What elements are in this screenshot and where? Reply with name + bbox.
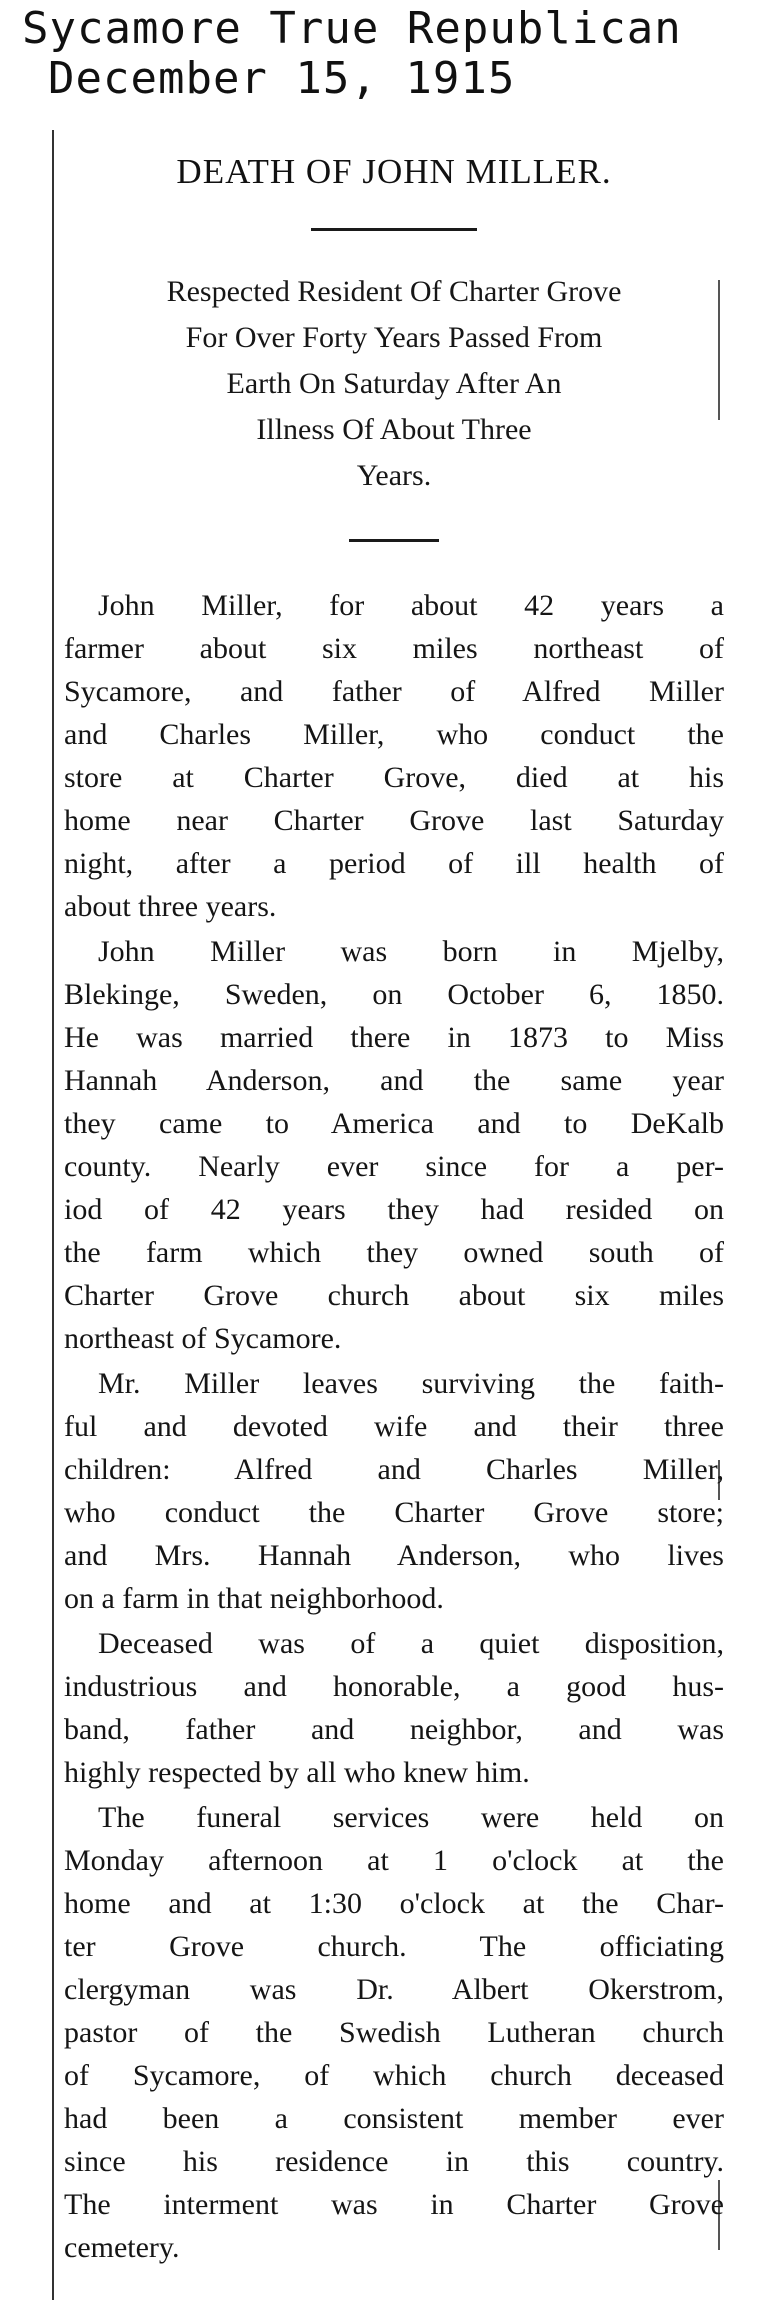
subhead-line: For Over Forty Years Passed From [185,321,603,354]
article-headline: DEATH OF JOHN MILLER. [176,152,612,191]
paragraph-line: store at Charter Grove, died at his [64,761,724,794]
paragraph-line: who conduct the Charter Grove store; [64,1496,724,1529]
paragraph-line: cemetery. [64,2231,180,2264]
paragraph-line: and Mrs. Hannah Anderson, who lives [64,1539,724,1572]
article-paragraph [64,1796,724,2269]
paragraph-line: they came to America and to DeKalb [64,1107,724,1140]
subhead-rule [349,539,439,542]
paragraph-line: industrious and honorable, a good hus- [64,1670,724,1703]
paragraph-line: and Charles Miller, who conduct the [64,718,724,751]
subhead-line: Earth On Saturday After An [226,367,562,400]
paragraph-line: had been a consistent member ever [64,2102,724,2135]
paragraph-line: pastor of the Swedish Lutheran church [64,2016,724,2049]
paragraph-line: since his residence in this country. [64,2145,724,2178]
article-body [64,584,724,2269]
paragraph-line: ful and devoted wife and their three [64,1410,724,1443]
paragraph-line: about three years. [64,890,277,923]
paragraph-line: home and at 1:30 o'clock at the Char- [64,1887,724,1920]
headline-rule [311,228,477,231]
paragraph-line: Monday afternoon at 1 o'clock at the [64,1844,724,1877]
paragraph-line: John Miller, for about 42 years a [98,589,724,622]
article [64,130,724,2271]
article-paragraph [64,584,724,928]
paragraph-line: clergyman was Dr. Albert Okerstrom, [64,1973,724,2006]
paragraph-line: band, father and neighbor, and was [64,1713,724,1746]
paragraph-line: county. Nearly ever since for a per- [64,1150,724,1183]
paragraph-line: Blekinge, Sweden, on October 6, 1850. [64,978,724,1011]
article-paragraph [64,1622,724,1794]
article-paragraph [64,1362,724,1620]
paragraph-line: of Sycamore, of which church deceased [64,2059,724,2092]
subhead-line: Years. [356,459,432,492]
paragraph-line: the farm which they owned south of [64,1236,724,1269]
paragraph-line: northeast of Sycamore. [64,1322,342,1355]
paragraph-line: The interment was in Charter Grove [64,2188,724,2221]
article-paragraph [64,930,724,1360]
paragraph-line: home near Charter Grove last Saturday [64,804,724,837]
paragraph-line: iod of 42 years they had resided on [64,1193,724,1226]
paragraph-line: John Miller was born in Mjelby, [98,935,724,968]
paragraph-line: night, after a period of ill health of [64,847,724,880]
source-caption [22,4,682,104]
paragraph-line: Sycamore, and father of Alfred Miller [64,675,724,708]
paragraph-line: Charter Grove church about six miles [64,1279,724,1312]
newspaper-column [52,130,726,2300]
paragraph-line: farmer about six miles northeast of [64,632,724,665]
publication-name: Sycamore True Republican [22,3,682,54]
subhead-line: Respected Resident Of Charter Grove [166,275,622,308]
paragraph-line: ter Grove church. The officiating [64,1930,724,1963]
paragraph-line: highly respected by all who knew him. [64,1756,530,1789]
subhead-line: Illness Of About Three [256,413,532,446]
paragraph-line: Mr. Miller leaves surviving the faith- [98,1367,724,1400]
paragraph-line: children: Alfred and Charles Miller, [64,1453,724,1486]
paragraph-line: Deceased was of a quiet disposition, [98,1627,724,1660]
publication-date: December 15, 1915 [48,53,516,104]
paragraph-line: on a farm in that neighborhood. [64,1582,444,1615]
article-subhead [64,269,724,499]
paragraph-line: Hannah Anderson, and the same year [64,1064,724,1097]
paragraph-line: The funeral services were held on [98,1801,724,1834]
paragraph-line: He was married there in 1873 to Miss [64,1021,724,1054]
